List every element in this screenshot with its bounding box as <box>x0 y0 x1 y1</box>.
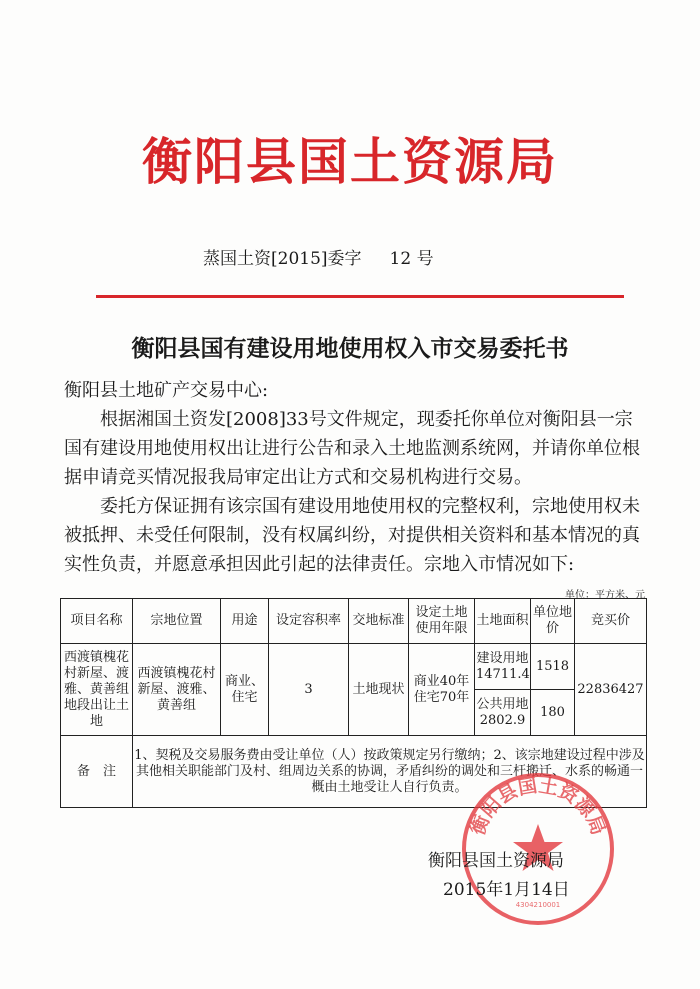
cell-far: 3 <box>269 644 349 736</box>
header-term: 设定土地使用年限 <box>409 599 475 644</box>
signature-organization: 衡阳县国土资源局 <box>428 851 564 871</box>
header-bid: 竞买价 <box>575 599 647 644</box>
header-unit-price: 单位地价 <box>531 599 575 644</box>
cell-use: 商业、住宅 <box>221 644 269 736</box>
addressee: 衡阳县土地矿产交易中心: <box>64 380 269 401</box>
remarks-text: 1、契税及交易服务费由受让单位（人）按政策规定另行缴纳；2、该宗地建设过程中涉及其他相关职能部门及村、组周边关系的协调，矛盾纠纷的调处和三杆搬迁、水系的畅通一概由土地受让人自行负责。 <box>133 736 647 808</box>
red-divider-line <box>96 295 624 298</box>
header-area: 土地面积 <box>475 599 531 644</box>
cell-standard: 土地现状 <box>349 644 409 736</box>
document-title: 衡阳县国有建设用地使用权入市交易委托书 <box>131 335 569 362</box>
cell-bid: 22836427 <box>575 644 647 736</box>
header-standard: 交地标准 <box>349 599 409 644</box>
cell-area-public: 公共用地2802.9 <box>475 690 531 736</box>
document-number-prefix: 蒸国土资[2015]委字 <box>203 249 362 269</box>
paragraph-1: 根据湘国土资发[2008]33号文件规定，现委托你单位对衡阳县一宗国有建设用地使用权出让进行公告和录入土地监测系统网，并请你单位根据申请竞买情况报我局审定出让方式和交易机构进行交易。 <box>64 409 640 488</box>
header-project: 项目名称 <box>61 599 133 644</box>
cell-term: 商业40年住宅70年 <box>409 644 475 736</box>
cell-location: 西渡镇槐花村新屋、渡雅、黄善组 <box>133 644 221 736</box>
header-use: 用途 <box>221 599 269 644</box>
cell-area-construction: 建设用地14711.4 <box>475 644 531 690</box>
remarks-label: 备 注 <box>61 736 133 808</box>
cell-price-public: 180 <box>531 690 575 736</box>
table-row <box>61 644 647 690</box>
cell-project: 西渡镇槐花村新屋、渡雅、黄善组地段出让土地 <box>61 644 133 736</box>
seal-code: 4304210001 <box>515 901 561 909</box>
unit-note: 单位：平方米、元 <box>565 590 645 601</box>
paragraph-2: 委托方保证拥有该宗国有建设用地使用权的完整权利，宗地使用权未被抵押、未受任何限制，没有权属纠纷，对提供相关资料和基本情况的真实性负责，并愿意承担因此引起的法律责任。宗地入市情况如下: <box>64 496 640 575</box>
document-body <box>64 376 644 579</box>
cell-price-construction: 1518 <box>531 644 575 690</box>
agency-masthead: 衡阳县国土资源局 <box>142 132 558 191</box>
signature-date: 2015年1月14日 <box>443 880 570 900</box>
table-header-row <box>61 599 647 644</box>
header-far: 设定容积率 <box>269 599 349 644</box>
document-number-value: 12 号 <box>389 249 434 269</box>
seal-text: 衡阳县国土资源局 <box>466 774 610 839</box>
document-number <box>203 244 434 269</box>
header-location: 宗地位置 <box>133 599 221 644</box>
